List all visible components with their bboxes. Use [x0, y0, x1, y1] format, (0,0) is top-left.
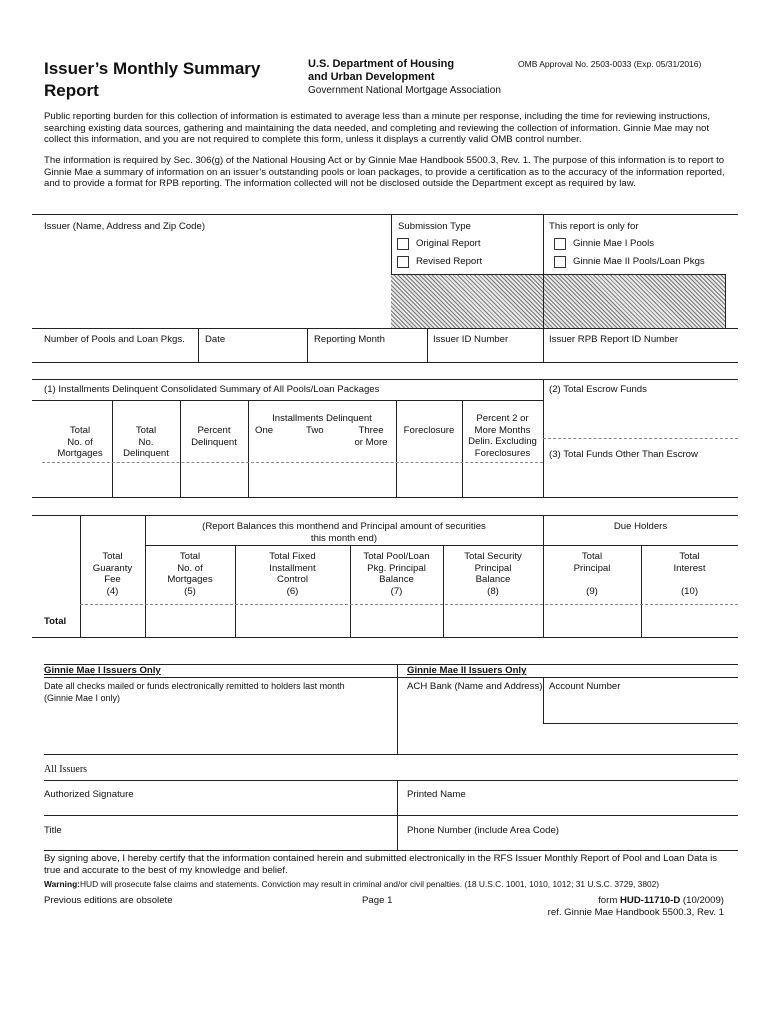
ginnie-mae-2-checkbox[interactable]: [554, 256, 566, 268]
printed-name-label: Printed Name: [407, 789, 466, 800]
warning-text: HUD will prosecute false claims and statements. Conviction may result in criminal and/or civil penalties.: [79, 879, 463, 889]
num-pools-label: Number of Pools and Loan Pkgs.: [44, 334, 185, 345]
revised-report-checkbox[interactable]: [397, 256, 409, 268]
form-title: Issuer’s Monthly Summary Report: [44, 59, 261, 100]
due-holders-label: Due Holders: [613, 521, 668, 532]
gm1-issuers-only: Ginnie Mae I Issuers Only: [44, 665, 161, 676]
issuer-label: Issuer (Name, Address and Zip Code): [44, 221, 206, 232]
header-total-mortgages: Total No. of Mortgages: [57, 425, 103, 459]
warning-citation: (18 U.S.C. 1001, 1010, 1012; 31 U.S.C. 3729, 3802): [462, 879, 660, 889]
col-total-mortgages: Total No. of Mortgages (5): [167, 551, 213, 597]
col-total-interest: Total Interest (10): [673, 551, 706, 597]
certification-statement: By signing above, I hereby certify that the information contained herein and submitted electronically in the RFS Issuer Monthly Report of Pool and Loan Data is true and accurate to the best of my knowledge and belief.: [44, 853, 718, 876]
header-installments-delinquent: Installments Delinquent: [272, 413, 372, 424]
form-number: form HUD-11710-D (10/2009): [598, 895, 724, 906]
original-report-label: Original Report: [416, 238, 481, 249]
revised-report-label: Revised Report: [416, 256, 483, 267]
ach-bank-label: ACH Bank (Name and Address): [407, 681, 543, 692]
burden-statement: Public reporting burden for this collection of information is estimated to average less than a minute per response, including the time for reviewing instructions, searching existing data sources, gathering and maintaining the data needed, and completing and reviewing the collection of information. Ginnie Mae may not collect this information, and you are not required to complete this form, unless it displays a currently valid OMB control number.: [44, 111, 711, 146]
department-line-1: U.S. Department of Housing: [308, 58, 455, 70]
date-label: Date: [205, 334, 226, 345]
col-security-principal-balance: Total Security Principal Balance (8): [464, 551, 522, 597]
department-name: [308, 58, 508, 84]
requirement-statement: The information is required by Sec. 306(g) of the National Housing Act or by Ginnie Mae Handbook 5500.3, Rev. 1. The purpose of this information is to report to Ginnie Mae a summary of information on an issuer’s outstanding pools or loan packages, to provide a certification as to the accuracy of the information reported, and to provide a format for RPB reporting. The information collected will not be disclosed outside the Department except as required by law.: [44, 155, 725, 190]
installments-title: (1) Installments Delinquent Consolidated Summary of All Pools/Loan Packages: [44, 384, 380, 395]
issuer-id-label: Issuer ID Number: [433, 334, 509, 345]
other-than-escrow-label: (3) Total Funds Other Than Escrow: [549, 449, 698, 460]
issuer-rpb-label: Issuer RPB Report ID Number: [549, 334, 679, 345]
department-line-2: and Urban Development: [308, 71, 435, 83]
header-total-delinquent: Total No. Delinquent: [123, 425, 169, 459]
obsolete-note: Previous editions are obsolete: [44, 895, 173, 906]
reporting-month-label: Reporting Month: [314, 334, 385, 345]
balances-note: (Report Balances this monthend and Principal amount of securities this month end): [202, 521, 486, 544]
col-total-guaranty-fee: Total Guaranty Fee (4): [92, 551, 133, 597]
header-percent-delinquent: Percent Delinquent: [191, 425, 237, 448]
header-one: One: [255, 425, 274, 436]
total-row-label: Total: [44, 616, 67, 627]
agency-name: Government National Mortgage Association: [308, 85, 501, 96]
account-number-label: Account Number: [549, 681, 621, 692]
date-checks-label: Date all checks mailed or funds electronically remitted to holders last month (Ginnie Mae I only): [44, 681, 345, 703]
escrow-title: (2) Total Escrow Funds: [549, 384, 647, 395]
title-label: Title: [44, 825, 62, 836]
header-three-or-more: Three or More: [354, 425, 388, 448]
col-fixed-installment: Total Fixed Installment Control (6): [269, 551, 316, 597]
ginnie-mae-1-label: Ginnie Mae I Pools: [573, 238, 655, 249]
handbook-reference: ref. Ginnie Mae Handbook 5500.3, Rev. 1: [547, 907, 724, 918]
all-issuers-label: All Issuers: [44, 764, 88, 775]
ginnie-mae-1-checkbox[interactable]: [554, 238, 566, 250]
page-number: Page 1: [362, 895, 393, 906]
header-percent-2-months: Percent 2 or More Months Delin. Excluding Foreclosures: [468, 413, 537, 459]
omb-approval: OMB Approval No. 2503-0033 (Exp. 05/31/2016): [518, 59, 702, 69]
ginnie-mae-2-label: Ginnie Mae II Pools/Loan Pkgs: [573, 256, 705, 267]
header-foreclosure: Foreclosure: [403, 425, 455, 436]
header-two: Two: [306, 425, 324, 436]
original-report-checkbox[interactable]: [397, 238, 409, 250]
warning-line: [44, 879, 659, 889]
col-total-principal: Total Principal (9): [573, 551, 611, 597]
hatched-area: [544, 274, 725, 328]
submission-type-label: Submission Type: [398, 221, 471, 232]
gm2-issuers-only: Ginnie Mae II Issuers Only: [407, 665, 527, 676]
col-pool-principal-balance: Total Pool/Loan Pkg. Principal Balance (7): [363, 551, 430, 597]
report-only-for-label: This report is only for: [549, 221, 639, 232]
warning-label: Warning:: [44, 879, 80, 889]
phone-label: Phone Number (include Area Code): [407, 825, 559, 836]
authorized-signature-label: Authorized Signature: [44, 789, 134, 800]
hatched-area: [391, 274, 543, 328]
